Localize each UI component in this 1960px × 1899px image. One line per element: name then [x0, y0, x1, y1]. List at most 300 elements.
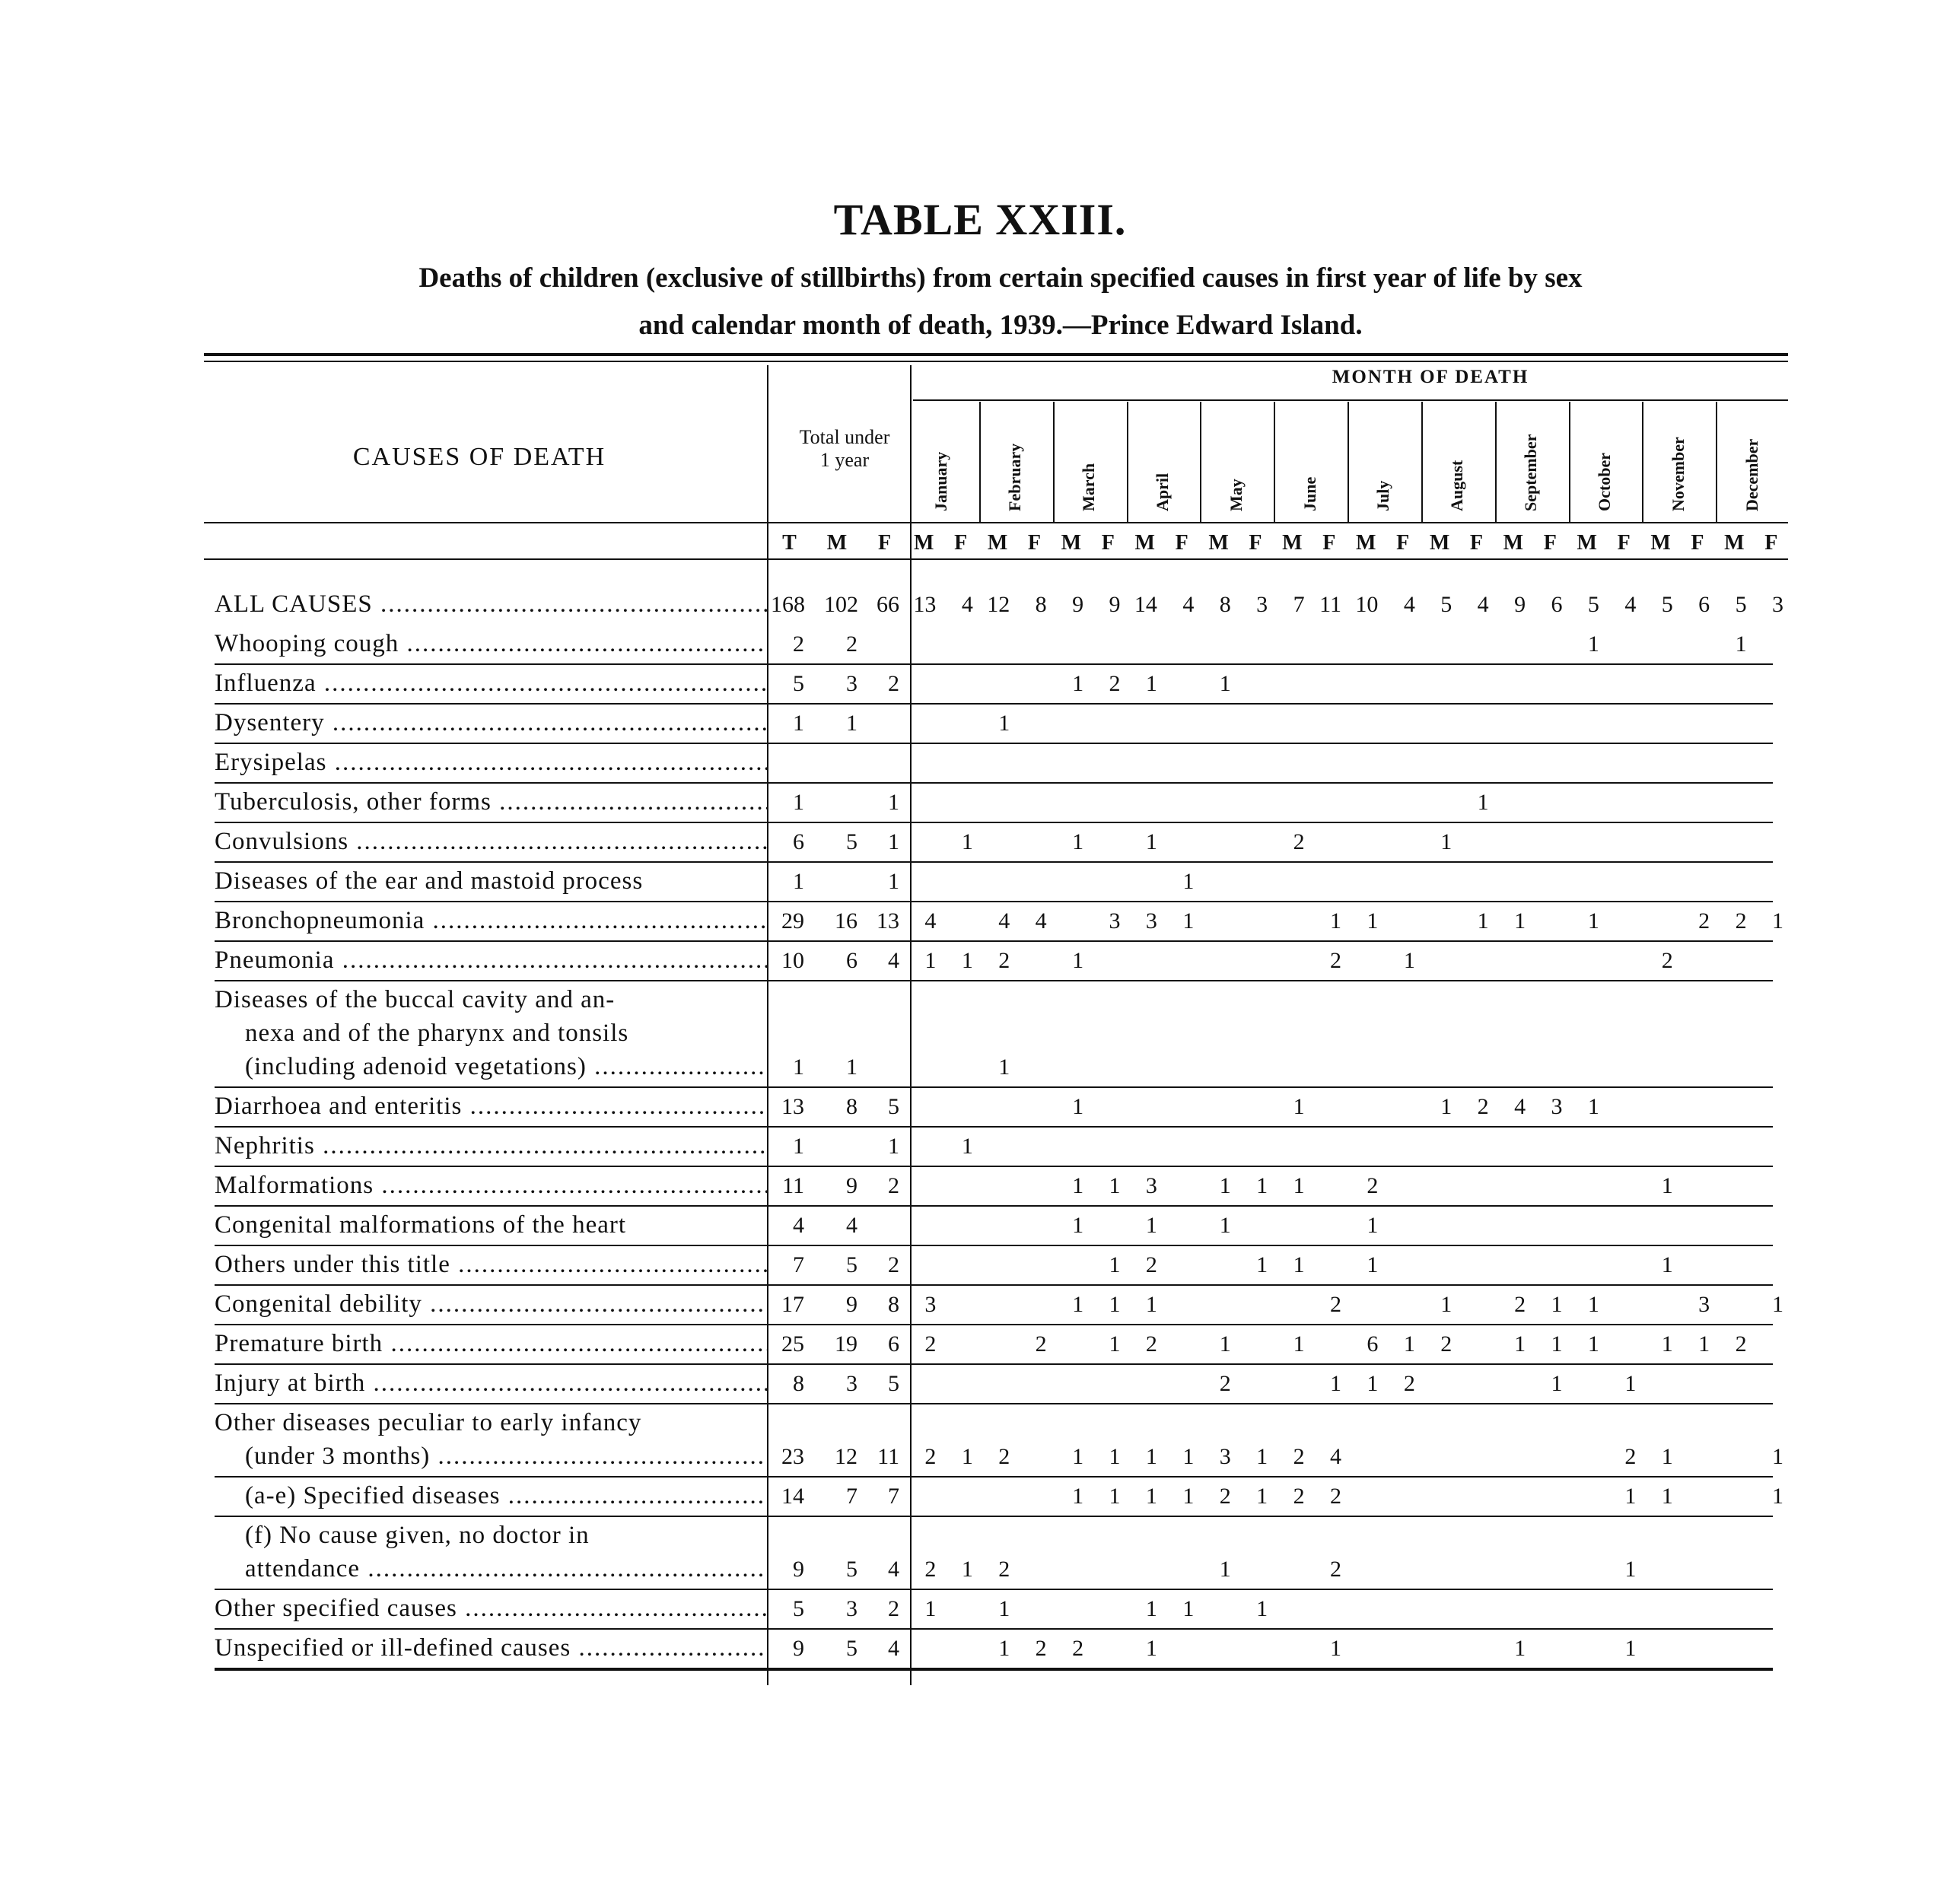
table-cell: 1 [1072, 671, 1084, 696]
header-bottom-rule [204, 522, 1788, 523]
subheader-f: F [1101, 531, 1115, 555]
table-cell: 2 [1109, 671, 1121, 696]
table-cell: 1 [1330, 908, 1341, 934]
table-cell: 1 [1072, 1173, 1084, 1198]
table-cell: 1 [1403, 948, 1415, 973]
table-cell: 1 [1403, 1331, 1415, 1357]
table-cell: 1 [1514, 1636, 1526, 1661]
table-cell: 4 [1403, 592, 1415, 617]
table-cell: 1 [793, 790, 804, 815]
row-rule [215, 1245, 1773, 1246]
cause-label: (a-e) Specified diseases ..... [215, 1482, 767, 1510]
table-cell: 2 [793, 631, 804, 657]
table-cell: 2 [1035, 1331, 1047, 1357]
table-cell: 1 [1219, 671, 1231, 696]
table-cell: 2 [888, 1596, 899, 1621]
table-cell: 8 [1035, 592, 1047, 617]
table-cell: 1 [1661, 1444, 1673, 1469]
subheader-m: M [913, 531, 934, 555]
table-cell: 1 [1624, 1484, 1637, 1509]
table-cell: 4 [888, 948, 899, 973]
table-cell: 1 [1661, 1173, 1673, 1198]
table-cell: 2 [1145, 1331, 1157, 1357]
table-cell: 2 [846, 631, 858, 657]
table-cell: 11 [877, 1444, 899, 1469]
table-cell: 2 [888, 1252, 899, 1277]
table-cell: 8 [1219, 592, 1231, 617]
row-rule [215, 703, 1773, 705]
table-cell: 1 [998, 1054, 1010, 1080]
table-cell: 2 [1293, 829, 1305, 854]
table-cell: 14 [1134, 592, 1157, 617]
table-cell: 3 [846, 1596, 858, 1621]
table-cell: 9 [793, 1557, 804, 1582]
row-rule [215, 940, 1773, 942]
table-cell: 5 [846, 1252, 858, 1277]
table-cell: 1 [1624, 1557, 1637, 1582]
table-cell: 1 [998, 1596, 1010, 1621]
row-rule [215, 980, 1773, 981]
table-cell: 2 [1735, 908, 1747, 934]
month-header-rule [913, 399, 1788, 401]
table-cell: 1 [1624, 1636, 1637, 1661]
table-cell: 1 [1072, 829, 1084, 854]
subtitle-line-1: Deaths of children (exclusive of stillbirths) from certain specified causes in first year of life by sex [418, 262, 1583, 294]
table-cell: 9 [1109, 592, 1121, 617]
table-cell: 1 [1182, 1484, 1195, 1509]
table-cell: 13 [781, 1094, 804, 1119]
table-cell: 1 [1145, 1213, 1157, 1238]
subheader-f: F [1764, 531, 1778, 555]
table-cell: 9 [1514, 592, 1526, 617]
table-cell: 2 [1514, 1292, 1526, 1317]
cause-label: nexa and of the pharynx and tonsils [245, 1019, 629, 1047]
table-cell: 19 [835, 1331, 858, 1357]
table-cell: 1 [1293, 1331, 1305, 1357]
table-cell: 2 [1035, 1636, 1047, 1661]
table-cell: 1 [793, 711, 804, 736]
subheader-f: F [1469, 531, 1483, 555]
table-cell: 4 [1035, 908, 1047, 934]
subheader-f: F [1175, 531, 1188, 555]
table-cell: 1 [1182, 1596, 1195, 1621]
table-cell: 1 [1145, 1292, 1157, 1317]
cause-label: Convulsions ..... [215, 828, 767, 856]
cause-label: attendance ..... [215, 1555, 767, 1583]
table-cell: 1 [888, 869, 899, 894]
table-cell: 5 [846, 1636, 858, 1661]
table-cell: 2 [1330, 1292, 1341, 1317]
table-cell: 3 [1551, 1094, 1563, 1119]
table-cell: 1 [1109, 1292, 1121, 1317]
month-label-may: May [1226, 479, 1246, 511]
table-cell: 1 [1072, 1444, 1084, 1469]
row-rule [215, 1205, 1773, 1207]
table-cell: 1 [888, 829, 899, 854]
table-cell: 1 [793, 1134, 804, 1159]
row-rule [215, 1284, 1773, 1286]
table-cell: 1 [1587, 1094, 1599, 1119]
table-cell: 13 [913, 592, 937, 617]
row-rule [215, 1628, 1773, 1630]
table-cell: 1 [1072, 1484, 1084, 1509]
causes-column-header: CAUSES OF DEATH [352, 443, 606, 471]
table-cell: 4 [1624, 592, 1637, 617]
table-cell: 23 [781, 1444, 804, 1469]
cause-label: Tuberculosis, other forms ..... [215, 788, 767, 816]
cause-label: Other specified causes ..... [215, 1595, 767, 1623]
month-divider [1495, 402, 1497, 523]
table-cell: 2 [998, 1557, 1010, 1582]
table-cell: 5 [1661, 592, 1673, 617]
table-cell: 2 [1072, 1636, 1084, 1661]
table-cell: 102 [824, 592, 858, 617]
month-label-october: October [1594, 453, 1614, 511]
table-cell: 1 [1109, 1331, 1121, 1357]
month-divider [1716, 402, 1717, 523]
total-header-line-2: 1 year [819, 449, 870, 471]
table-cell: 1 [1145, 1636, 1157, 1661]
table-cell: 2 [1624, 1444, 1637, 1469]
table-cell: 2 [1403, 1371, 1415, 1396]
table-cell: 2 [1219, 1371, 1231, 1396]
table-cell: 1 [1182, 1444, 1195, 1469]
table-cell: 1 [1477, 790, 1489, 815]
table-cell: 1 [1219, 1213, 1231, 1238]
table-cell: 2 [924, 1557, 937, 1582]
table-cell: 3 [924, 1292, 937, 1317]
table-cell: 2 [1219, 1484, 1231, 1509]
table-cell: 3 [1772, 592, 1783, 617]
subheader-m: M [987, 531, 1008, 555]
subheader-f: F [1543, 531, 1557, 555]
cause-label: Congenital debility ..... [215, 1290, 767, 1318]
table-cell: 1 [1256, 1484, 1268, 1509]
month-divider [1421, 402, 1423, 523]
subheader-m: M [1282, 531, 1303, 555]
table-cell: 1 [1109, 1173, 1121, 1198]
table-cell: 1 [998, 1636, 1010, 1661]
month-label-november: November [1668, 437, 1688, 511]
subheader-f: F [1396, 531, 1410, 555]
causes-divider [767, 365, 768, 1685]
table-cell: 2 [1735, 1331, 1747, 1357]
table-cell: 5 [888, 1371, 899, 1396]
cause-label: Dysentery ..... [215, 709, 767, 737]
table-cell: 1 [1772, 1484, 1783, 1509]
table-cell: 3 [1256, 592, 1268, 617]
table-cell: 1 [1514, 908, 1526, 934]
subheader-f: F [1617, 531, 1631, 555]
table-cell: 1 [961, 829, 973, 854]
subheader-f: F [877, 531, 892, 555]
top-rule-thin [204, 361, 1788, 362]
table-cell: 1 [1293, 1173, 1305, 1198]
table-cell: 1 [1661, 1331, 1673, 1357]
total-divider [910, 365, 912, 1685]
table-cell: 4 [1182, 592, 1195, 617]
table-cell: 7 [1293, 592, 1305, 617]
table-cell: 6 [1551, 592, 1563, 617]
table-cell: 4 [1477, 592, 1489, 617]
table-cell: 2 [924, 1444, 937, 1469]
table-cell: 168 [771, 592, 805, 617]
cause-label: Bronchopneumonia ..... [215, 907, 767, 935]
subheader-m: M [1650, 531, 1671, 555]
cause-label: (under 3 months) ..... [215, 1443, 767, 1471]
table-cell: 9 [793, 1636, 804, 1661]
table-cell: 2 [1330, 1484, 1341, 1509]
table-cell: 4 [1330, 1444, 1341, 1469]
table-cell: 11 [1319, 592, 1341, 617]
table-cell: 6 [888, 1331, 899, 1357]
table-cell: 2 [1477, 1094, 1489, 1119]
cause-label: (including adenoid vegetations) ..... [215, 1053, 767, 1081]
table-cell: 7 [846, 1484, 858, 1509]
cause-label: Diarrhoea and enteritis ..... [215, 1093, 767, 1121]
row-rule [215, 822, 1773, 823]
cause-label: Malformations ..... [215, 1172, 767, 1200]
month-divider [1200, 402, 1201, 523]
table-cell: 1 [1109, 1484, 1121, 1509]
table-cell: 2 [1440, 1331, 1452, 1357]
table-cell: 2 [1145, 1252, 1157, 1277]
cause-label: Pneumonia ..... [215, 946, 767, 975]
table-cell: 1 [1072, 1094, 1084, 1119]
table-cell: 2 [888, 671, 899, 696]
table-cell: 1 [1330, 1371, 1341, 1396]
subheader-m: M [826, 531, 848, 555]
month-label-february: February [1005, 443, 1025, 511]
table-cell: 1 [793, 869, 804, 894]
table-cell: 1 [1367, 908, 1379, 934]
subheader-m: M [1355, 531, 1376, 555]
table-cell: 1 [1219, 1331, 1231, 1357]
table-cell: 1 [1219, 1173, 1231, 1198]
table-cell: 5 [888, 1094, 899, 1119]
month-label-january: January [931, 451, 951, 511]
table-cell: 2 [1293, 1444, 1305, 1469]
table-cell: 1 [1145, 829, 1157, 854]
cause-label: Other diseases peculiar to early infancy [215, 1409, 642, 1436]
table-cell: 1 [961, 1444, 973, 1469]
table-cell: 1 [846, 711, 858, 736]
cause-label: Erysipelas ..... [215, 749, 767, 777]
table-cell: 2 [1330, 948, 1341, 973]
row-rule [215, 1086, 1773, 1088]
table-cell: 1 [961, 948, 973, 973]
bottom-rule [215, 1669, 1773, 1671]
table-cell: 1 [1072, 948, 1084, 973]
subheader-f: F [1322, 531, 1336, 555]
row-rule [215, 663, 1773, 665]
table-cell: 1 [998, 711, 1010, 736]
table-cell: 1 [1440, 1292, 1452, 1317]
table-cell: 1 [1624, 1371, 1637, 1396]
table-cell: 1 [1072, 1213, 1084, 1238]
table-cell: 3 [1219, 1444, 1231, 1469]
table-cell: 2 [1330, 1557, 1341, 1582]
subheader-m: M [1061, 531, 1082, 555]
table-cell: 4 [998, 908, 1010, 934]
row-rule [215, 743, 1773, 744]
table-cell: 8 [846, 1094, 858, 1119]
month-divider [1348, 402, 1349, 523]
table-cell: 1 [1182, 908, 1195, 934]
subheader-m: M [1724, 531, 1745, 555]
table-cell: 1 [1772, 1292, 1783, 1317]
table-cell: 1 [1477, 908, 1489, 934]
table-cell: 1 [1587, 908, 1599, 934]
subheader-m: M [1208, 531, 1229, 555]
table-cell: 5 [793, 1596, 804, 1621]
table-cell: 1 [1735, 631, 1747, 657]
table-cell: 10 [1355, 592, 1379, 617]
table-cell: 2 [1661, 948, 1673, 973]
cause-label: Nephritis ..... [215, 1132, 767, 1160]
table-cell: 2 [888, 1173, 899, 1198]
table-cell: 1 [961, 1134, 973, 1159]
table-cell: 1 [961, 1557, 973, 1582]
subtitle-line-2: and calendar month of death, 1939.—Prince Edward Island. [638, 310, 1363, 341]
month-label-september: September [1521, 434, 1541, 511]
table-cell: 1 [846, 1054, 858, 1080]
table-cell: 1 [1587, 1331, 1599, 1357]
table-cell: 6 [793, 829, 804, 854]
row-rule [215, 1126, 1773, 1128]
row-rule [215, 1403, 1773, 1404]
row-rule [215, 1589, 1773, 1590]
table-cell: 1 [1072, 1292, 1084, 1317]
subheader-m: M [1429, 531, 1450, 555]
cause-label: Injury at birth ..... [215, 1369, 767, 1398]
table-cell: 2 [998, 1444, 1010, 1469]
table-cell: 9 [1072, 592, 1084, 617]
table-cell: 6 [1698, 592, 1710, 617]
table-cell: 1 [1367, 1371, 1379, 1396]
month-label-december: December [1742, 438, 1761, 511]
table-cell: 12 [987, 592, 1010, 617]
subheader-f: F [1691, 531, 1704, 555]
table-cell: 8 [888, 1292, 899, 1317]
table-cell: 29 [781, 908, 804, 934]
table-cell: 1 [793, 1054, 804, 1080]
table-cell: 1 [1145, 1444, 1157, 1469]
subheader-f: F [1249, 531, 1262, 555]
row-rule [215, 1516, 1773, 1517]
subheader-m: M [1134, 531, 1155, 555]
table-cell: 1 [1330, 1636, 1341, 1661]
row-rule [215, 1324, 1773, 1325]
table-cell: 1 [1551, 1331, 1563, 1357]
table-cell: 4 [846, 1213, 858, 1238]
cause-label: Others under this title ..... [215, 1251, 767, 1279]
row-rule [215, 861, 1773, 863]
table-cell: 1 [1256, 1596, 1268, 1621]
month-label-march: March [1079, 463, 1099, 511]
table-cell: 1 [1182, 869, 1195, 894]
table-cell: 2 [1698, 908, 1710, 934]
table-title: TABLE XXIII. [833, 195, 1127, 244]
table-cell: 1 [924, 1596, 937, 1621]
month-label-july: July [1373, 480, 1393, 511]
table-cell: 3 [1145, 1173, 1157, 1198]
row-rule [215, 1166, 1773, 1167]
table-cell: 7 [793, 1252, 804, 1277]
table-cell: 3 [1698, 1292, 1710, 1317]
table-cell: 5 [846, 829, 858, 854]
table-cell: 4 [1514, 1094, 1526, 1119]
table-cell: 1 [1551, 1371, 1563, 1396]
row-rule [215, 782, 1773, 784]
table-cell: 2 [924, 1331, 937, 1357]
month-divider [1053, 402, 1055, 523]
cause-label: Unspecified or ill-defined causes ..... [215, 1634, 767, 1662]
table-cell: 6 [846, 948, 858, 973]
table-cell: 5 [793, 671, 804, 696]
subheader-f: F [954, 531, 968, 555]
table-cell: 1 [1367, 1252, 1379, 1277]
month-divider [1569, 402, 1570, 523]
table-cell: 1 [1145, 1484, 1157, 1509]
subheader-m: M [1577, 531, 1597, 555]
table-cell: 12 [835, 1444, 858, 1469]
table-cell: 66 [877, 592, 899, 617]
table-cell: 1 [1772, 908, 1783, 934]
table-cell: 3 [1145, 908, 1157, 934]
table-cell: 1 [1109, 1444, 1121, 1469]
cause-label: Diseases of the buccal cavity and an- [215, 986, 616, 1013]
table-cell: 5 [1440, 592, 1452, 617]
row-rule [215, 1476, 1773, 1478]
table-cell: 9 [846, 1173, 858, 1198]
table-cell: 1 [888, 790, 899, 815]
table-cell: 2 [1293, 1484, 1305, 1509]
subheader-t: T [782, 531, 797, 555]
table-cell: 1 [888, 1134, 899, 1159]
table-cell: 10 [781, 948, 804, 973]
table-cell: 4 [793, 1213, 804, 1238]
table-cell: 14 [781, 1484, 804, 1509]
table-cell: 4 [924, 908, 937, 934]
table-cell: 16 [835, 908, 858, 934]
cause-label: ALL CAUSES ..... [215, 590, 767, 619]
table-cell: 5 [846, 1557, 858, 1582]
table-cell: 1 [1587, 1292, 1599, 1317]
cause-label: Influenza ..... [215, 670, 767, 698]
table-cell: 1 [1514, 1331, 1526, 1357]
table-cell: 7 [888, 1484, 899, 1509]
cause-label: Diseases of the ear and mastoid process [215, 867, 644, 895]
table-cell: 1 [1293, 1094, 1305, 1119]
table-cell: 5 [1735, 592, 1747, 617]
cause-label: Whooping cough ..... [215, 630, 767, 658]
table-cell: 1 [924, 948, 937, 973]
month-divider [979, 402, 981, 523]
table-cell: 1 [1661, 1252, 1673, 1277]
table-cell: 1 [1109, 1252, 1121, 1277]
table-cell: 4 [888, 1557, 899, 1582]
table-cell: 1 [1293, 1252, 1305, 1277]
top-rule-thick [204, 353, 1788, 356]
month-divider [1274, 402, 1275, 523]
table-cell: 11 [782, 1173, 804, 1198]
cause-label: Congenital malformations of the heart [215, 1211, 627, 1239]
month-divider [1642, 402, 1643, 523]
subheader-bottom-rule [204, 558, 1788, 560]
table-cell: 1 [1440, 1094, 1452, 1119]
table-cell: 13 [877, 908, 899, 934]
